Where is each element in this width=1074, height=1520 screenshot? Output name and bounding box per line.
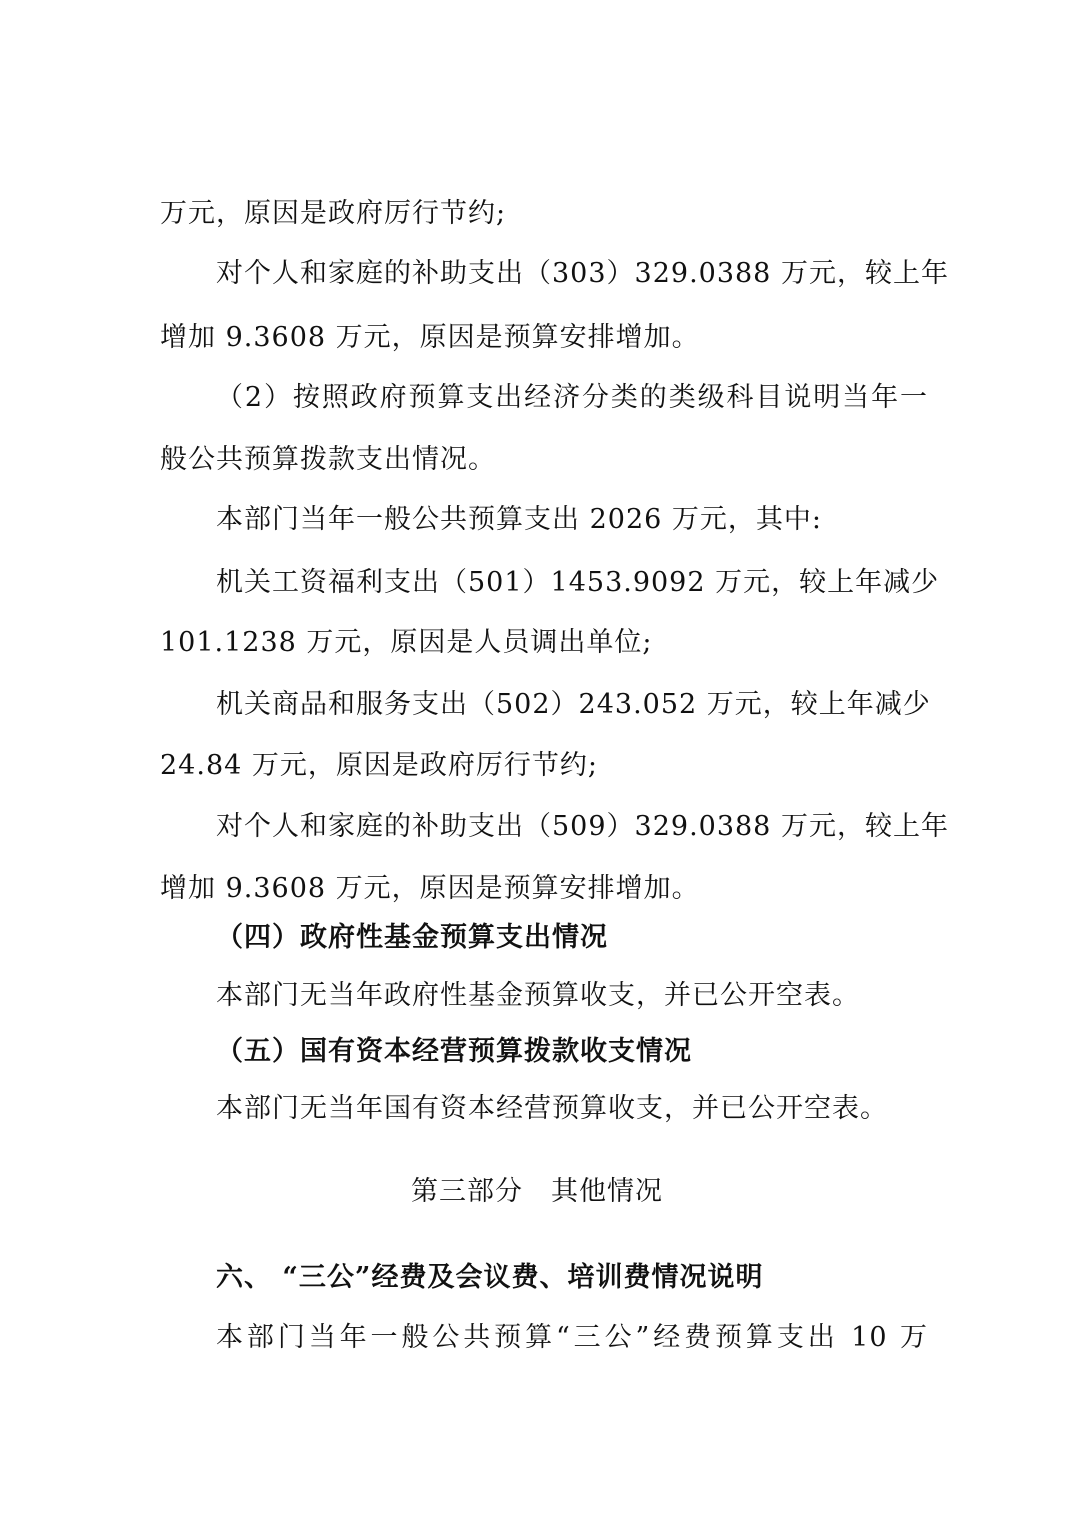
- body-line-3: 增加 9.3608 万元，原因是预算安排增加。: [160, 322, 700, 353]
- part-three-title: 第三部分 其他情况: [411, 1176, 663, 1207]
- body-line-6: 本部门当年一般公共预算支出 2026 万元，其中:: [216, 504, 822, 535]
- body-line-7: 机关工资福利支出（501）1453.9092 万元，较上年减少: [216, 567, 940, 598]
- paragraph-section-five: 本部门无当年国有资本经营预算收支，并已公开空表。: [216, 1093, 888, 1124]
- body-line-12: 增加 9.3608 万元，原因是预算安排增加。: [160, 873, 700, 904]
- body-line-4: （2）按照政府预算支出经济分类的类级科目说明当年一: [216, 382, 928, 413]
- body-line-10: 24.84 万元，原因是政府厉行节约;: [160, 750, 598, 781]
- paragraph-section-four: 本部门无当年政府性基金预算收支，并已公开空表。: [216, 980, 860, 1011]
- body-line-1: 万元，原因是政府厉行节约;: [160, 198, 507, 229]
- section-six-paragraph: 本部门当年一般公共预算“三公”经费预算支出 10 万: [216, 1322, 928, 1353]
- body-line-2: 对个人和家庭的补助支出（303）329.0388 万元，较上年: [216, 258, 949, 289]
- section-six-title: 六、 “三公”经费及会议费、培训费情况说明: [216, 1262, 764, 1293]
- body-line-9: 机关商品和服务支出（502）243.052 万元，较上年减少: [216, 689, 931, 720]
- body-line-5: 般公共预算拨款支出情况。: [160, 444, 496, 475]
- body-line-8: 101.1238 万元，原因是人员调出单位;: [160, 627, 653, 658]
- heading-section-four: （四）政府性基金预算支出情况: [216, 922, 608, 953]
- body-line-11: 对个人和家庭的补助支出（509）329.0388 万元，较上年: [216, 811, 949, 842]
- heading-section-five: （五）国有资本经营预算拨款收支情况: [216, 1036, 692, 1067]
